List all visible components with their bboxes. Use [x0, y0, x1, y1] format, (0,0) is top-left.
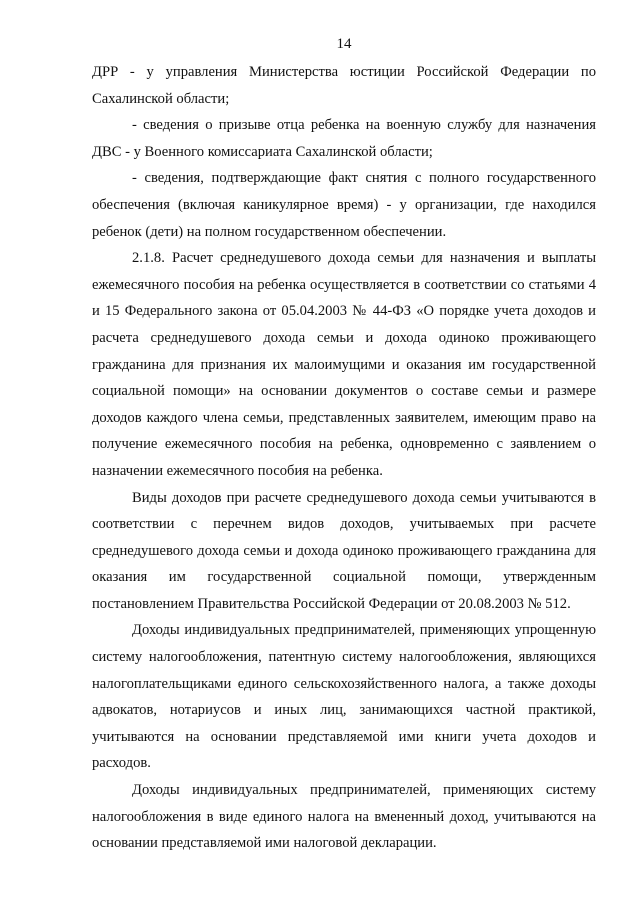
paragraph-2: - сведения о призыве отца ребенка на военную службу для назначения ДВС - у Военного комиссариата Сахалинской области;	[92, 117, 596, 160]
paragraph-3: - сведения, подтверждающие факт снятия с полного государственного обеспечения (включая каникулярное время) - у организации, где находился ребенок (дети) на полном государственном обеспечении.	[92, 170, 596, 240]
page-number: 14	[336, 36, 352, 52]
paragraph-6: Доходы индивидуальных предпринимателей, применяющих упрощенную систему налогообложения, патентную систему налогообложения, являющихся налогоплательщиками единого сельскохозяйственного налога, а также доходы адвокатов, нотариусов и иных лиц, занимающихся частной практикой, учитываются на основании представляемой ими книги учета доходов и расходов.	[92, 622, 596, 772]
paragraph-5: Виды доходов при расчете среднедушевого дохода семьи учитываются в соответствии с перечнем видов доходов, учитываемых при расчете среднедушевого дохода семьи и дохода одиноко проживающего гражданина для оказания им государственной социальной помощи, утвержденным постановлением Правительства Российской Федерации от 20.08.2003 № 512.	[92, 489, 596, 612]
paragraph-1: ДРР - у управления Министерства юстиции Российской Федерации по Сахалинской области;	[92, 64, 596, 107]
paragraph-4: 2.1.8. Расчет среднедушевого дохода семьи для назначения и выплаты ежемесячного пособия на ребенка осуществляется в соответствии со статьями 4 и 15 Федерального закона от 05.04.2003 № 44-ФЗ «О порядке учета доходов и расчета среднедушевого дохода семьи и дохода одиноко проживающего гражданина для признания их малоимущими и оказания им государственной социальной помощи» на основании документов о составе семьи и размере доходов каждого члена семьи, представленных заявителем, имеющим право на получение ежемесячного пособия на ребенка, одновременно с заявлением о назначении ежемесячного пособия на ребенка.	[92, 250, 596, 479]
paragraph-7: Доходы индивидуальных предпринимателей, применяющих систему налогообложения в виде единого налога на вмененный доход, учитываются на основании представляемой ими налоговой декларации.	[92, 782, 596, 852]
